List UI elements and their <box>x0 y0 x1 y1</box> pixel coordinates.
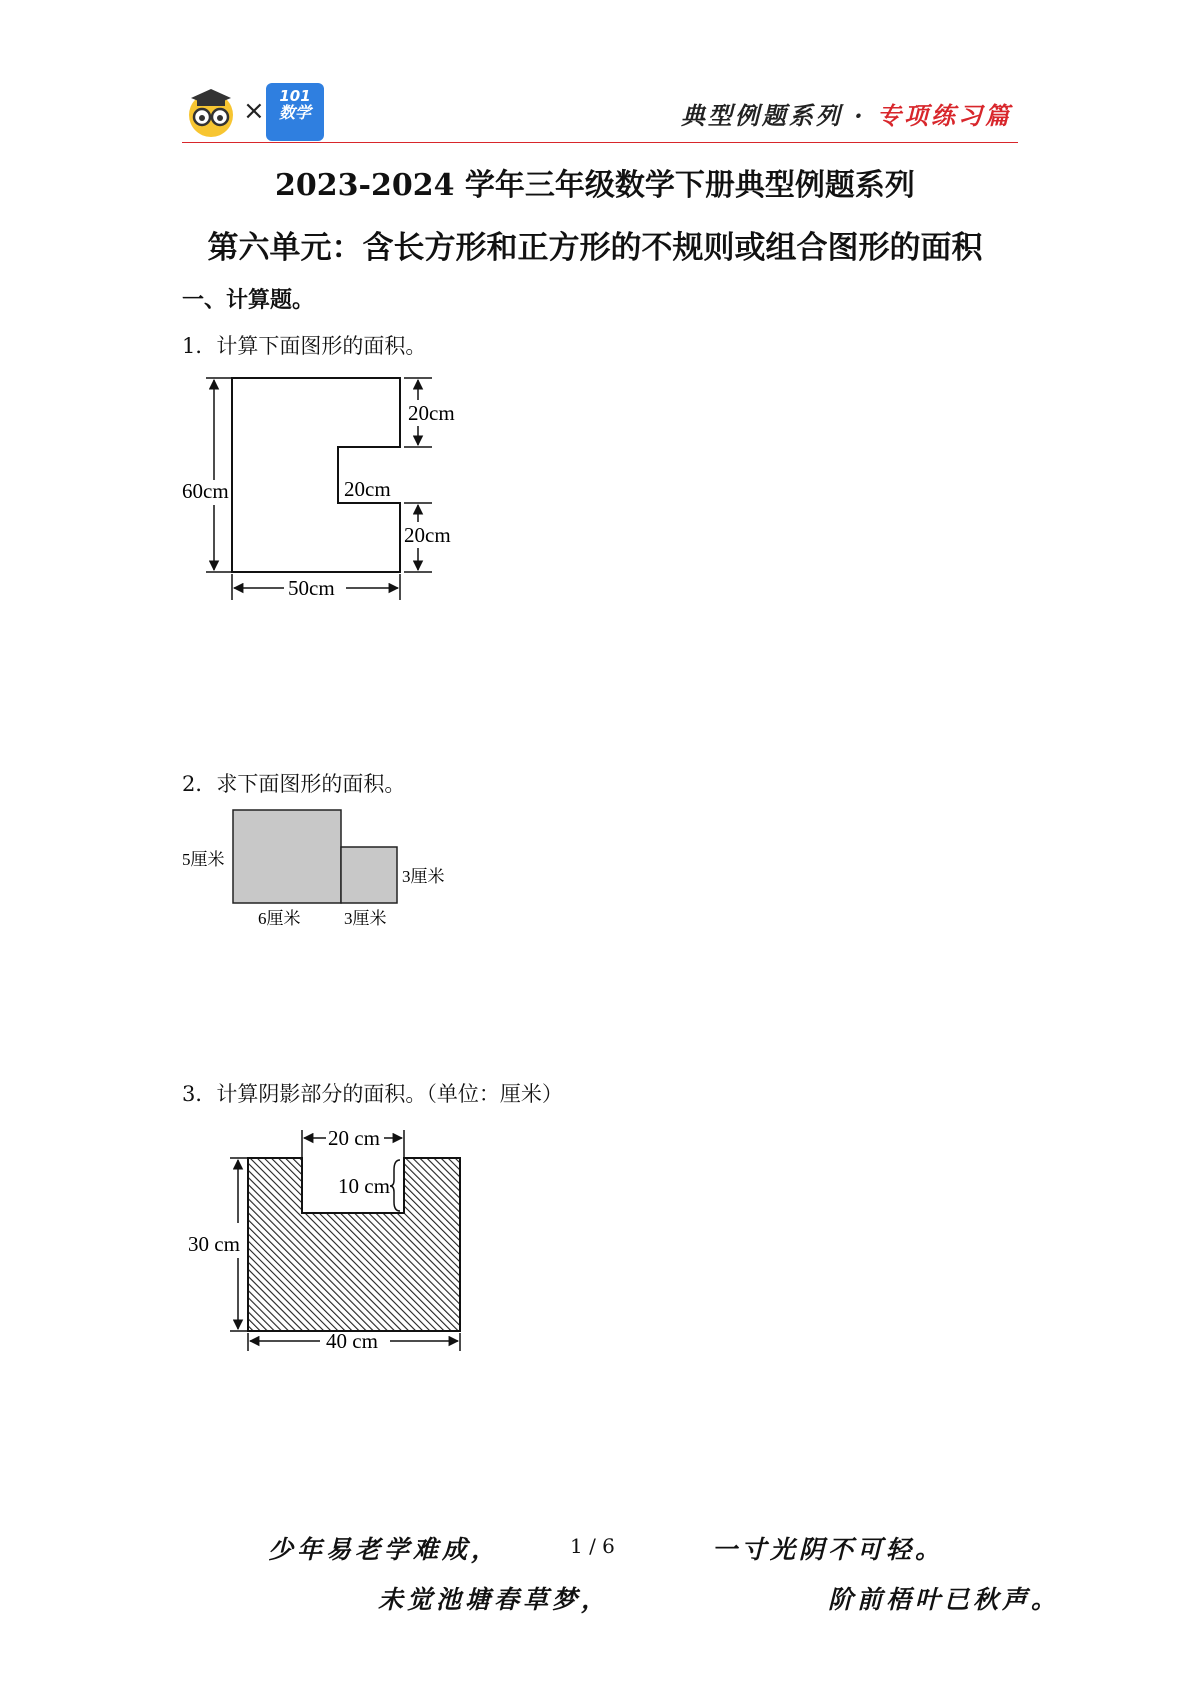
series-title <box>681 96 1012 131</box>
question-2-figure <box>178 800 478 940</box>
q2-big-width-label: 6厘米 <box>258 909 301 928</box>
q2-small-square <box>341 847 397 903</box>
page-title: 2023-2024 学年三年级数学下册典型例题系列 <box>275 168 915 203</box>
q3-height-label: 30 cm <box>188 1232 240 1256</box>
q1-shape-outline <box>232 378 400 572</box>
mascot-logo-icon <box>183 84 239 140</box>
math101-logo <box>266 83 324 141</box>
series-sub: 专项练习篇 <box>877 101 1012 130</box>
q2-small-width-label: 3厘米 <box>344 909 387 928</box>
poem-line1-left: 少年易老学难成， <box>268 1535 501 1564</box>
q2-big-rectangle <box>233 810 341 903</box>
q2-big-height-label: 5厘米 <box>182 850 225 869</box>
q2-small-height-label: 3厘米 <box>402 867 445 886</box>
q3-width-label: 40 cm <box>326 1329 378 1353</box>
q1-notch-depth-label: 20cm <box>344 477 391 501</box>
times-symbol: × <box>243 96 265 126</box>
page-subtitle: 第六单元：含长方形和正方形的不规则或组合图形的面积 <box>207 230 983 266</box>
poem-line1-right: 一寸光阴不可轻。 <box>712 1535 945 1564</box>
header-divider <box>182 142 1018 143</box>
q1-width-label: 50cm <box>288 576 335 600</box>
logo-text-101: 101 <box>279 87 311 105</box>
question-1-figure <box>170 360 470 610</box>
poem-line2-left: 未觉池塘春草梦， <box>378 1585 611 1614</box>
q3-notch-height-label: 10 cm <box>338 1174 390 1198</box>
q3-notch-width-label: 20 cm <box>328 1126 380 1150</box>
page-number: 1 / 6 <box>570 1534 615 1558</box>
question-3-text: 3．计算阴影部分的面积。（单位：厘米） <box>182 1082 563 1106</box>
question-1-text: 1．计算下面图形的面积。 <box>182 334 427 358</box>
question-3-figure <box>178 1108 498 1358</box>
q1-top-notch-label: 20cm <box>408 401 455 425</box>
poem-line2-right: 阶前梧叶已秋声。 <box>828 1585 1061 1614</box>
q1-bottom-notch-label: 20cm <box>404 523 451 547</box>
q1-height-label: 60cm <box>182 479 229 503</box>
series-main: 典型例题系列 · <box>680 101 877 130</box>
question-2-text: 2．求下面图形的面积。 <box>182 772 406 796</box>
section-heading: 一、计算题。 <box>182 287 315 313</box>
logo-text-shuxue: 数学 <box>278 102 311 122</box>
